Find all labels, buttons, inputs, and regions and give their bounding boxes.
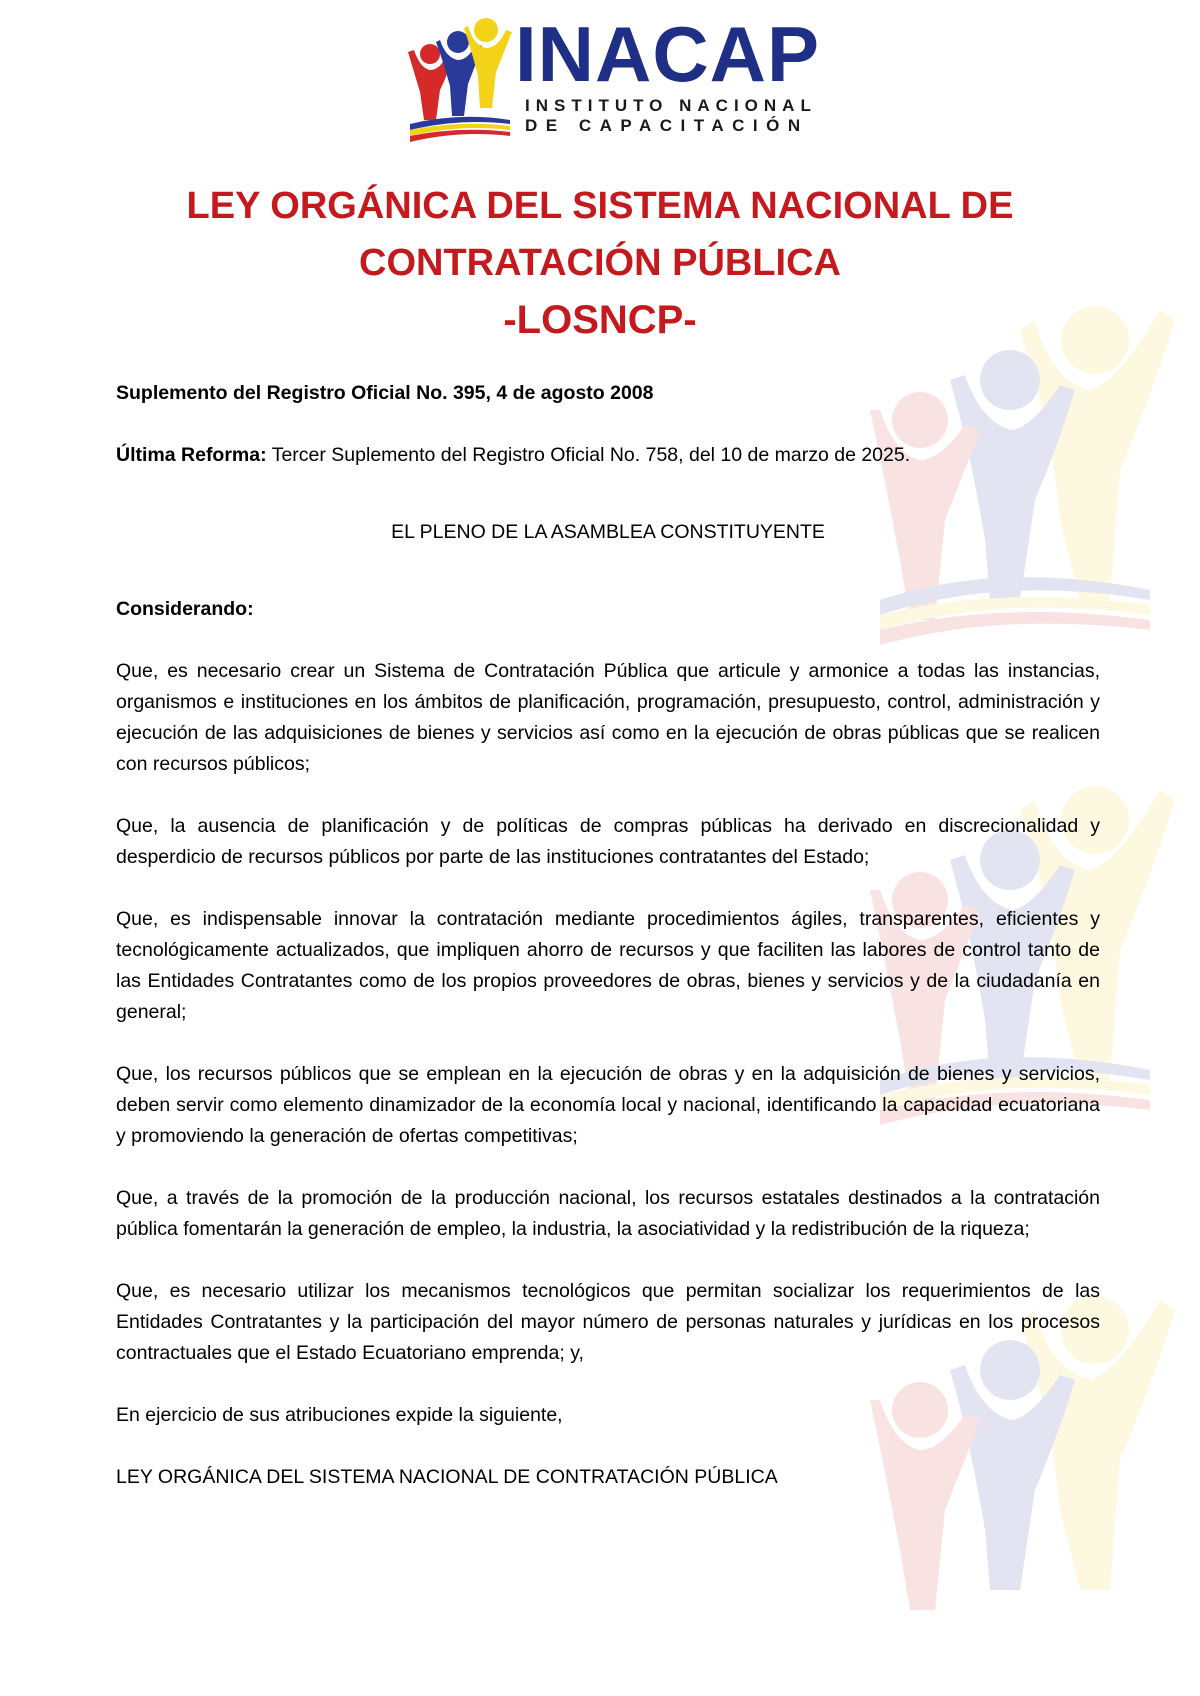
law-name: LEY ORGÁNICA DEL SISTEMA NACIONAL DE CONTRATACIÓN PÚBLICA [116, 1466, 778, 1488]
considering-heading: Considerando: [116, 598, 254, 620]
brand-name: INACAP [515, 10, 821, 98]
brand-subtitle-line2: DE CAPACITACIÓN [525, 116, 809, 135]
consideration-5: Que, a través de la promoción de la producción nacional, los recursos estatales destinados a la contratación pública fomentarán la generación de empleo, la industria, la asociatividad y la redistribución de la riqueza; [116, 1187, 1100, 1240]
title-line2: CONTRATACIÓN PÚBLICA [359, 242, 841, 284]
logo-figures-icon [400, 12, 515, 142]
inacap-logo [400, 12, 820, 142]
brand-subtitle-line1: INSTITUTO NACIONAL [525, 96, 817, 115]
consideration-4: Que, los recursos públicos que se emplean en la ejecución de obras y en la adquisición de bienes y servicios, deben servir como elemento dinamizador de la economía local y nacional, identificando la capacidad ecuatoriana y promoviendo la generación de ofertas competitivas; [116, 1063, 1100, 1147]
consideration-1: Que, es necesario crear un Sistema de Contratación Pública que articule y armonice a todas las instancias, organismos e instituciones en los ámbitos de planificación, programación, presupuesto, control, administración y ejecución de las adquisiciones de bienes y servicios así como en la ejecución de obras públicas que se realicen con recursos públicos; [116, 660, 1100, 775]
last-reform [116, 440, 1100, 471]
consideration-3: Que, es indispensable innovar la contratación mediante procedimientos ágiles, transparentes, eficientes y tecnológicamente actualizados, que impliquen ahorro de recursos y que faciliten las labores de control tanto de las Entidades Contratantes como de los propios proveedores de obras, bienes y servicios y de la ciudadanía en general; [116, 908, 1100, 1023]
last-reform-text: Tercer Suplemento del Registro Oficial No. 758, del 10 de marzo de 2025. [266, 444, 911, 466]
document-title [100, 178, 1100, 349]
title-acronym: -LOSNCP- [503, 298, 697, 342]
closing-statement: En ejercicio de sus atribuciones expide la siguiente, [116, 1404, 563, 1426]
registry-supplement: Suplemento del Registro Oficial No. 395, 4 de agosto 2008 [116, 382, 654, 404]
consideration-2: Que, la ausencia de planificación y de políticas de compras públicas ha derivado en discrecionalidad y desperdicio de recursos públicos por parte de las instituciones contratantes del Estado; [116, 815, 1100, 868]
title-line1: LEY ORGÁNICA DEL SISTEMA NACIONAL DE [186, 185, 1014, 227]
consideration-6: Que, es necesario utilizar los mecanismos tecnológicos que permitan socializar los requerimientos de las Entidades Contratantes y la participación del mayor número de personas naturales y jurídicas en los procesos contractuales que el Estado Ecuatoriano emprenda; y, [116, 1280, 1100, 1364]
document-body [116, 378, 1100, 1493]
assembly-heading: EL PLENO DE LA ASAMBLEA CONSTITUYENTE [391, 521, 825, 543]
last-reform-label: Última Reforma: [116, 444, 267, 466]
